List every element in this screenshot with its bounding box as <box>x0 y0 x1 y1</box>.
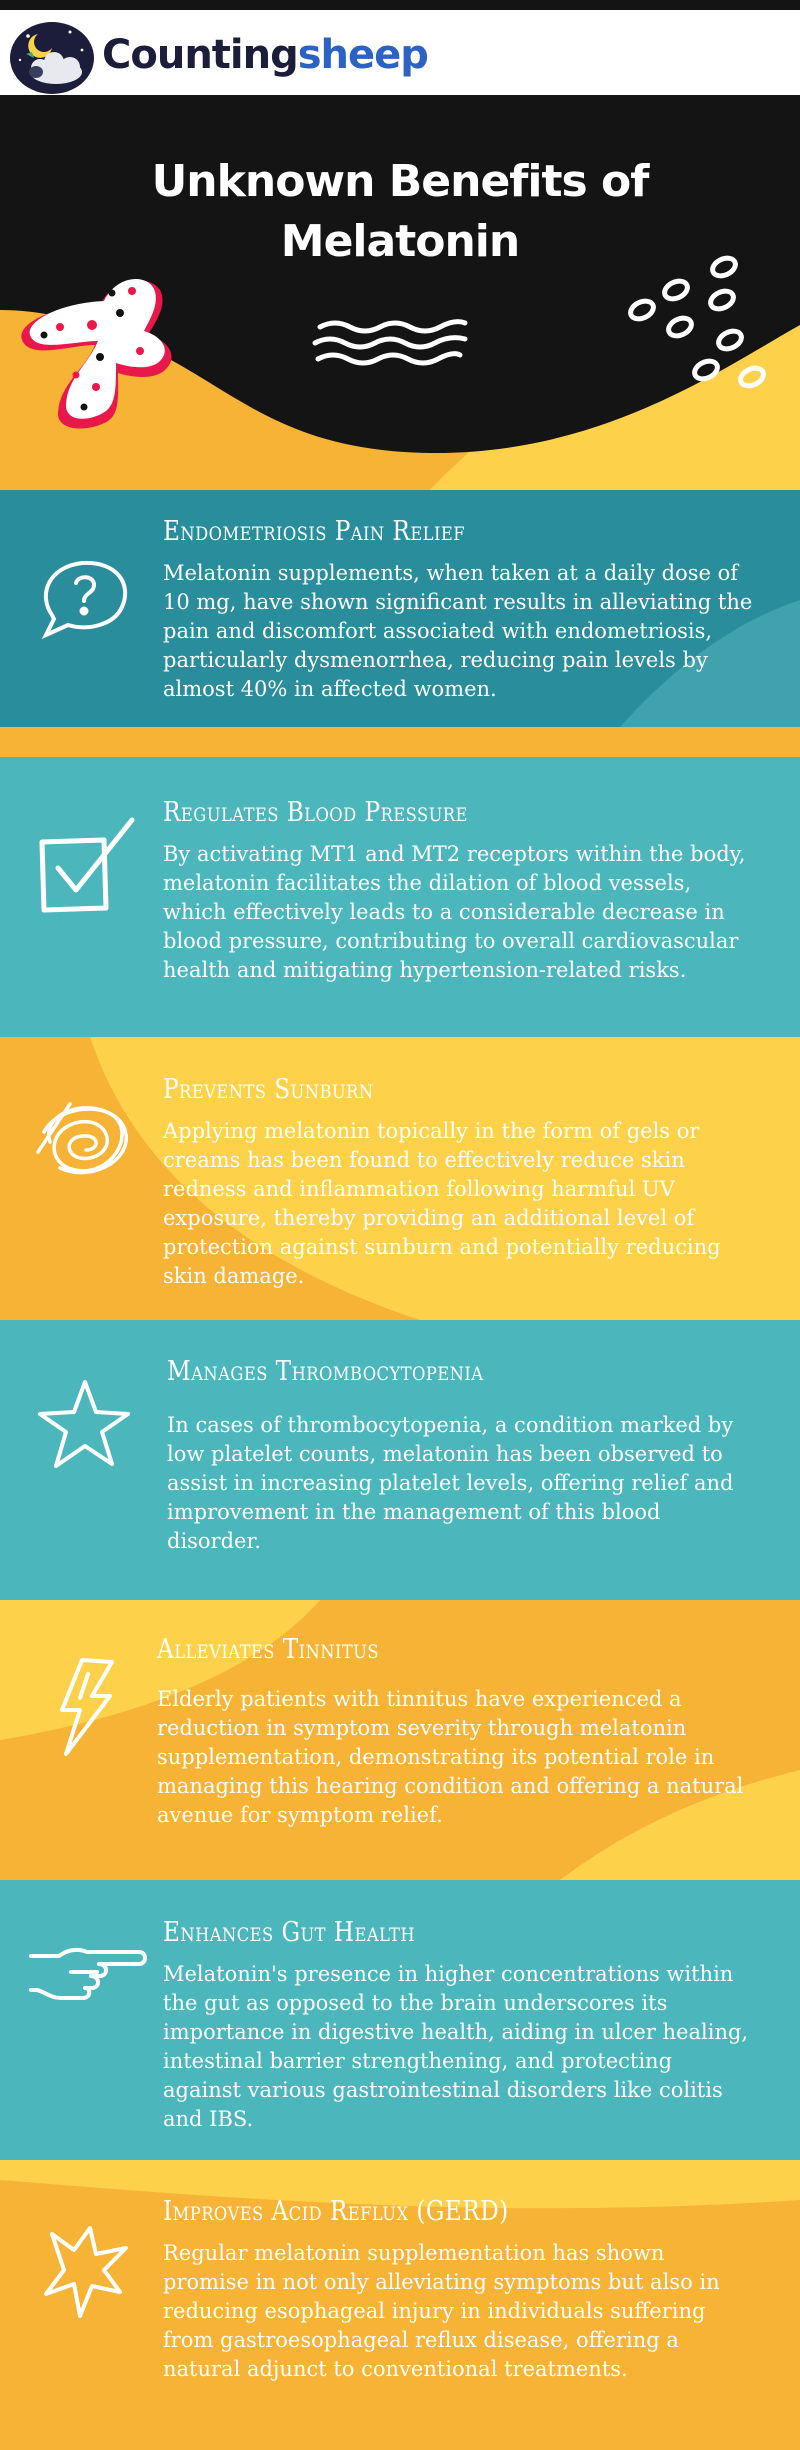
lightning-icon <box>30 1650 140 1760</box>
page-title-line2: Melatonin <box>280 216 520 268</box>
section-heading: Enhances Gut Health <box>163 1917 416 1948</box>
sheep-moon-icon[interactable] <box>8 20 96 96</box>
benefit-section-sunburn <box>0 1037 800 1320</box>
brand-name-part2: sheep <box>297 32 428 78</box>
question-bubble-icon <box>30 545 140 655</box>
hero-banner <box>0 95 800 490</box>
section-body: Melatonin supplements, when taken at a daily dose of 10 mg, have shown significant results in alleviating the pain and discomfort associated with endometriosis, particularly dysmenorrhea, reducing pain levels by almost 40% in affected women. <box>163 561 753 701</box>
benefit-section-blood-pressure <box>0 757 800 1037</box>
section-body: Melatonin's presence in higher concentrations within the gut as opposed to the brain underscores its importance in digestive health, aiding in ulcer healing, intestinal barrier strengthening, and protecting against various gastrointestinal disorders like colitis and IBS. <box>163 1962 749 2131</box>
benefit-section-tinnitus <box>0 1600 800 1880</box>
section-heading: Alleviates Tinnitus <box>157 1634 379 1665</box>
section-heading: Improves Acid Reflux (GERD) <box>163 2196 509 2227</box>
section-body: Regular melatonin supplementation has shown promise in not only alleviating symptoms but also in reducing esophageal injury in individuals suffering from gastroesophageal reflux disease, offering a natural adjunct to conventional treatments. <box>163 2241 720 2381</box>
checkbox-icon <box>30 812 140 922</box>
scribble-icon <box>30 1082 140 1192</box>
benefit-section-endometriosis <box>0 490 800 727</box>
section-heading: Regulates Blood Pressure <box>163 797 468 828</box>
section-heading: Prevents Sunburn <box>163 1074 374 1105</box>
pointing-hand-icon <box>25 1920 150 2030</box>
star-icon <box>30 1370 140 1480</box>
header-bar <box>0 0 800 95</box>
burst-icon <box>30 2220 140 2330</box>
section-body: In cases of thrombocytopenia, a condition marked by low platelet counts, melatonin has been observed to assist in increasing platelet levels, offering relief and improvement in the management of this blood disorder. <box>167 1413 734 1553</box>
benefit-section-thrombocytopenia <box>0 1320 800 1600</box>
brand-logo[interactable] <box>102 32 428 78</box>
page-title-line1: Unknown Benefits of <box>151 156 649 208</box>
section-body: Applying melatonin topically in the form of gels or creams has been found to effectively reduce skin redness and inflammation following harmful UV exposure, thereby providing an additional level of protection against sunburn and potentially reducing skin damage. <box>163 1119 721 1288</box>
benefit-section-gut-health <box>0 1880 800 2160</box>
benefit-section-acid-reflux <box>0 2160 800 2450</box>
page-title <box>0 152 800 272</box>
section-heading: Endometriosis Pain Relief <box>163 516 465 547</box>
section-body: Elderly patients with tinnitus have experienced a reduction in symptom severity through melatonin supplementation, demonstrating its potential role in managing this hearing condition and offering a natural avenue for symptom relief. <box>157 1687 744 1827</box>
brand-name-part1: Counting <box>102 32 298 78</box>
section-heading: Manages Thrombocytopenia <box>167 1356 484 1387</box>
section-body: By activating MT1 and MT2 receptors within the body, melatonin facilitates the dilation of blood vessels, which effectively leads to a considerable decrease in blood pressure, contributing to overall cardiovascular health and mitigating hypertension-related risks. <box>163 842 746 982</box>
